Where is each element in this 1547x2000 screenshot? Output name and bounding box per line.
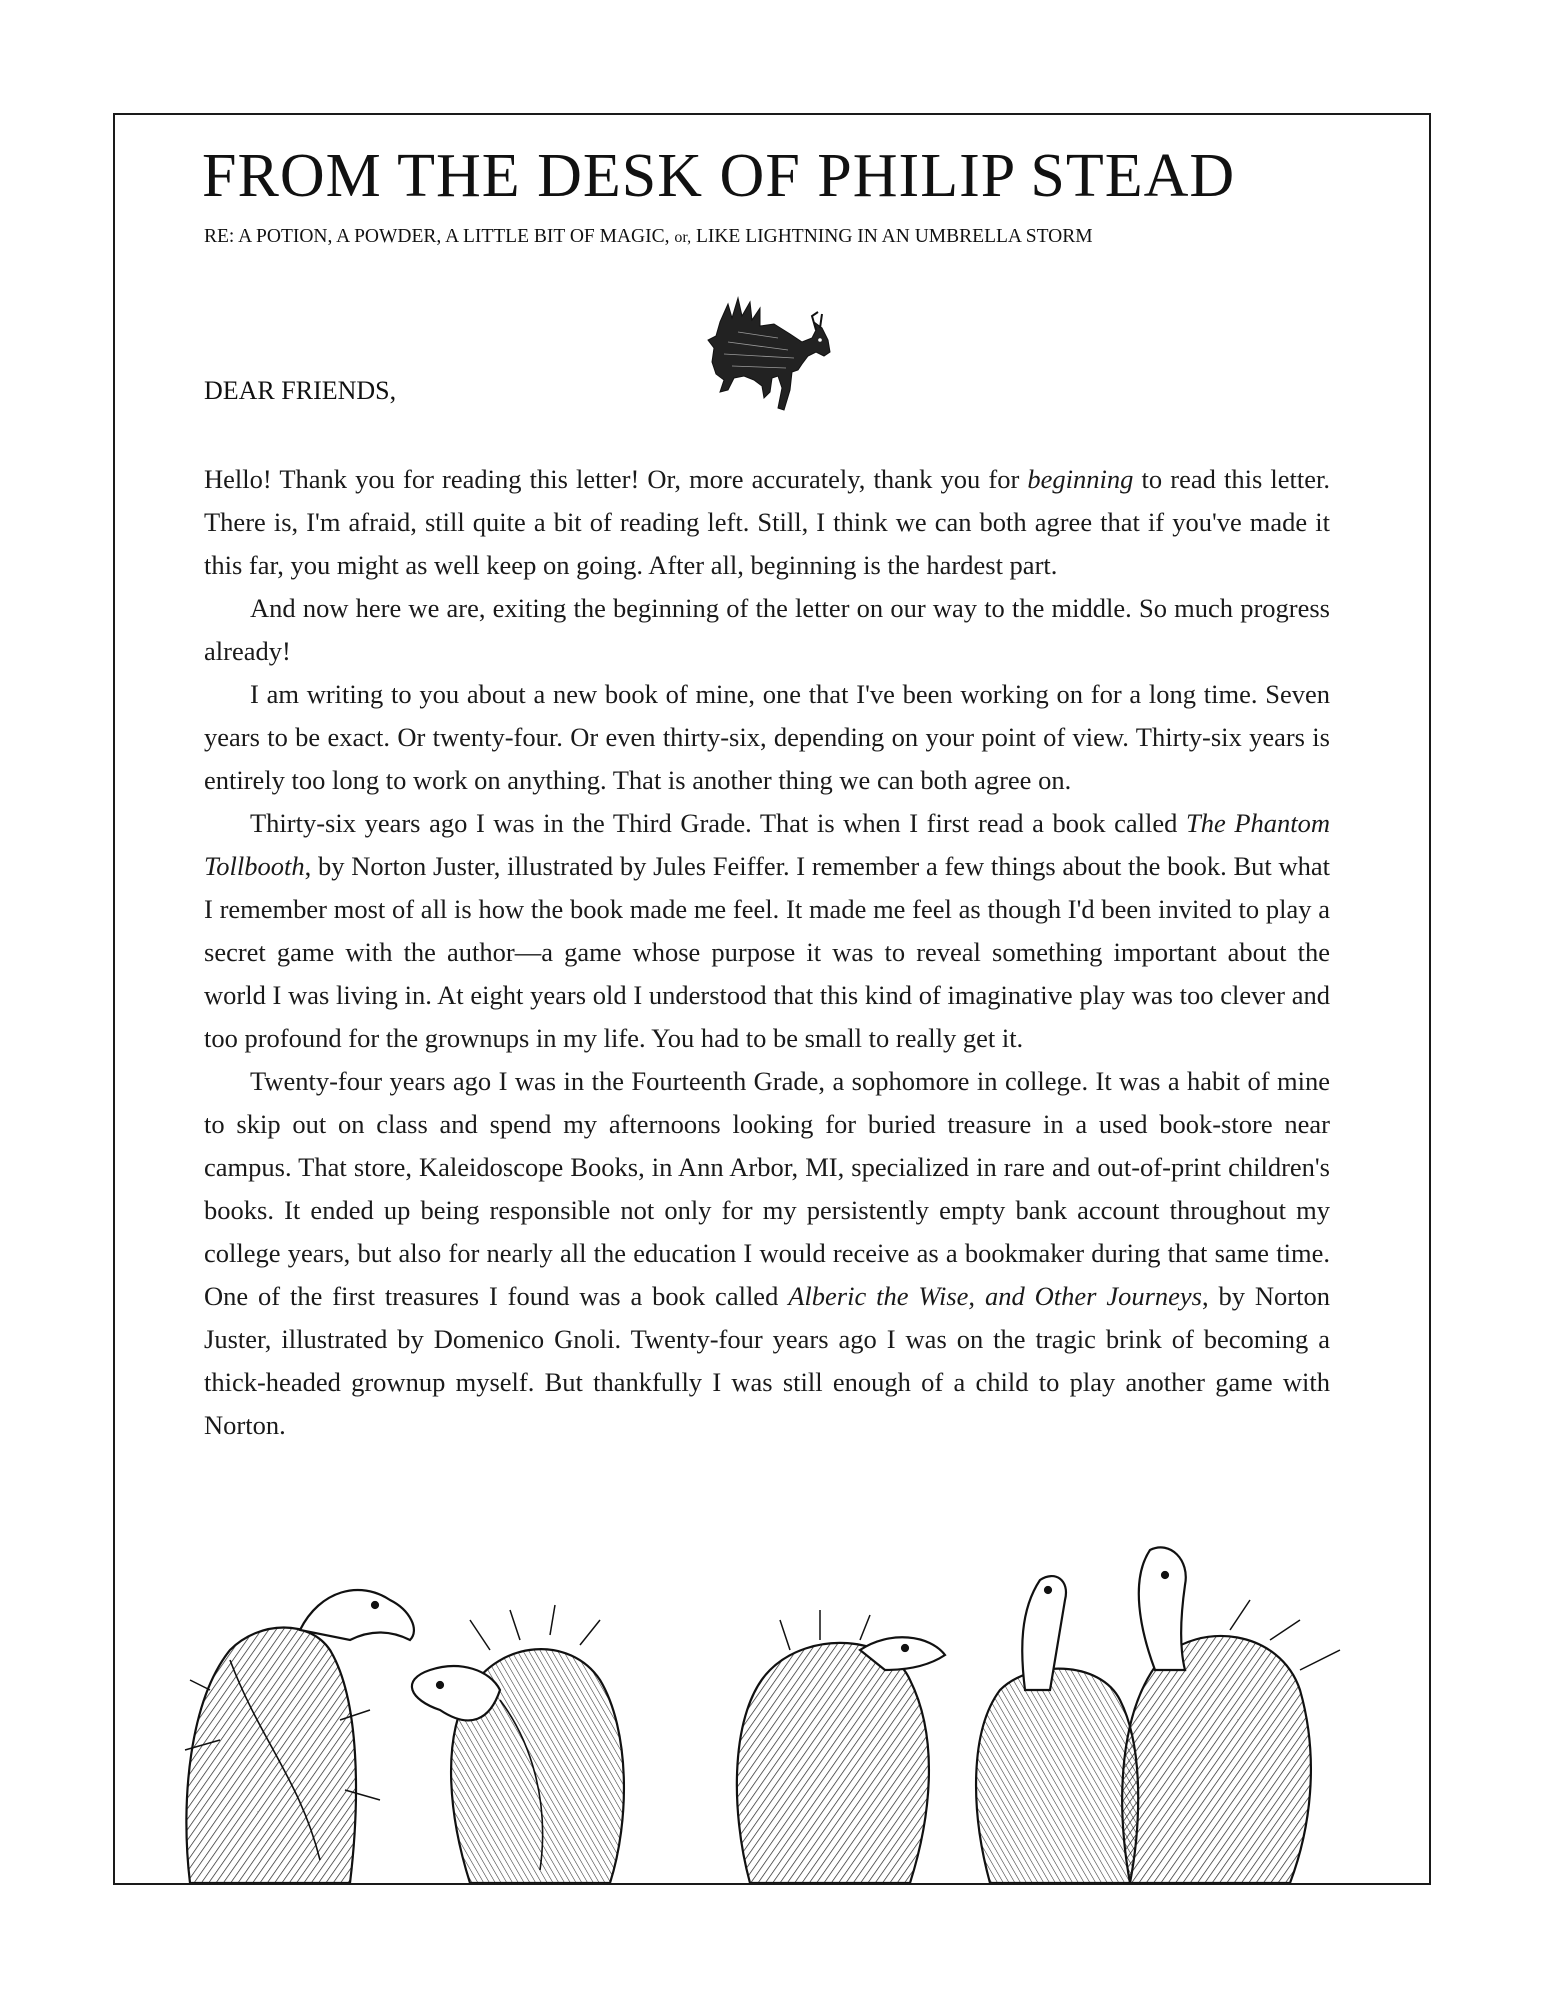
paragraph: [204, 802, 1330, 1060]
paragraph: [204, 673, 1330, 802]
paragraph-text: , by Norton Juster, illustrated by Domenico Gnoli. Twenty-four years ago I was on the tragic brink of becoming a thick-headed grownup myself. But thankfully I was still enough of a child to play another game with Norton.: [204, 1281, 1330, 1440]
subject-part-2: LIKE LIGHTNING IN AN UMBRELLA STORM: [691, 226, 1093, 247]
paragraph-text: , by Norton Juster, illustrated by Jules Feiffer. I remember a few things about the book. But what I remember most of all is how the book made me feel. It made me feel as though I'd been invited to play a secret game with the author—a game whose purpose it was to reveal something important about the world I was living in. At eight years old I understood that this kind of imaginative play was too clever and too profound for the grownups in my life. You had to be small to really get it.: [204, 851, 1330, 1053]
paragraph: [204, 458, 1330, 587]
paragraph: [204, 587, 1330, 673]
paragraph-text: Hello! Thank you for reading this letter! Or, more accurately, thank you for: [204, 464, 1028, 494]
paragraph-text: And now here we are, exiting the beginning of the letter on our way to the middle. So much progress already!: [204, 593, 1330, 666]
letter-body: [204, 458, 1330, 1447]
book-title-italic: The Phantom Tollbooth: [204, 808, 1331, 881]
italic-text: beginning: [1027, 464, 1134, 494]
paragraph-text: I am writing to you about a new book of mine, one that I've been working on for a long time. Seven years to be exact. Or twenty-four. Or even thirty-six, depending on your point of view. Thirty-six years is entirely too long to work on anything. That is another thing we can both agree on.: [204, 679, 1330, 795]
subject-part-1: RE: A POTION, A POWDER, A LITTLE BIT OF MAGIC,: [204, 226, 675, 247]
paragraph-text: to read this letter. There is, I'm afraid, still quite a bit of reading left. Still, I think we can both agree that if you've made it this far, you might as well keep on going. After all, beginning is the hardest part.: [204, 464, 1331, 580]
letter-subject-line: [204, 226, 1364, 248]
goat-illustration: [698, 292, 838, 432]
paragraph-text: Twenty-four years ago I was in the Fourteenth Grade, a sophomore in college. It was a habit of mine to skip out on class and spend my afternoons looking for buried treasure in a used book-store near campus. That store, Kaleidoscope Books, in Ann Arbor, MI, specialized in rare and out-of-print children's books. It ended up being responsible not only for my persistently empty bank account throughout my college years, but also for nearly all the education I would receive as a bookmaker during that same time. One of the first treasures I found was a book called: [204, 1066, 1330, 1311]
paragraph-text: Thirty-six years ago I was in the Third Grade. That is when I first read a book called: [250, 808, 1186, 838]
salutation: DEAR FRIENDS,: [204, 376, 397, 405]
letterhead-title: FROM THE DESK OF PHILIP STEAD: [202, 142, 1236, 210]
book-title-italic: Alberic the Wise, and Other Journeys: [788, 1281, 1202, 1311]
paragraph: [204, 1060, 1330, 1447]
vultures-illustration: [170, 1540, 1390, 1883]
subject-or: or,: [674, 229, 692, 246]
